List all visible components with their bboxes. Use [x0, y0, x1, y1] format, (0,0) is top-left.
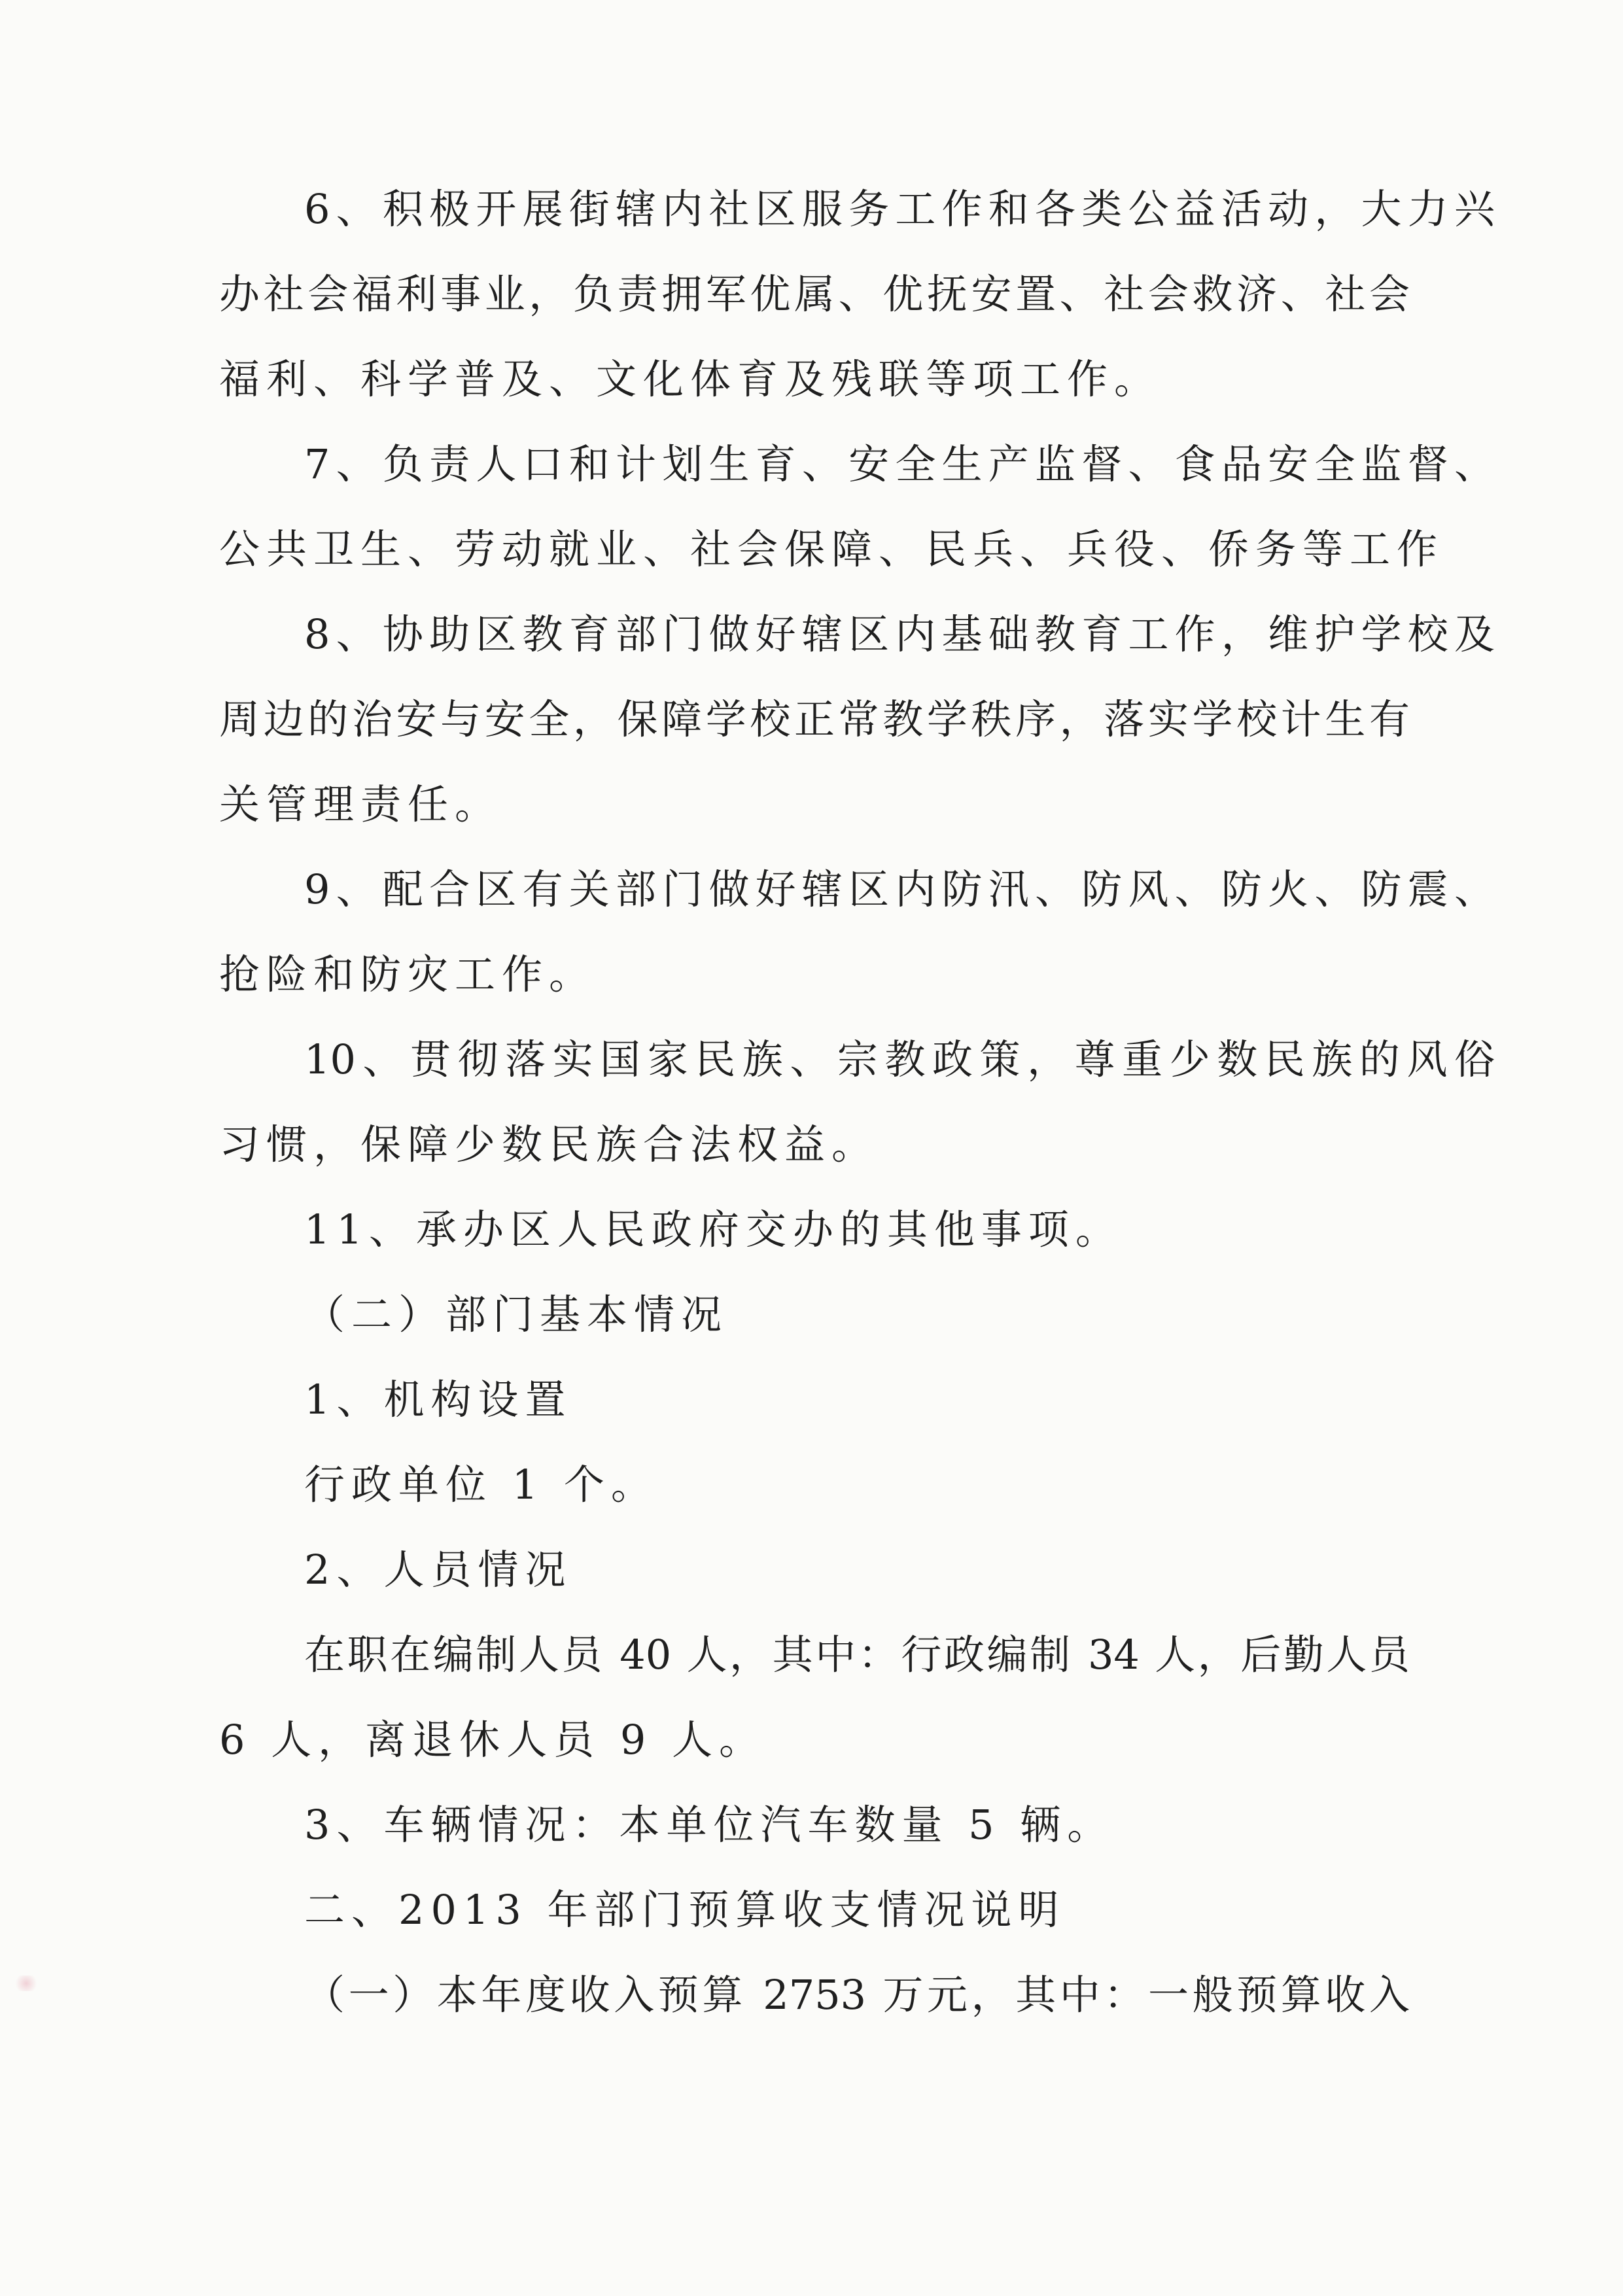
paragraph-line: 行政单位 1 个。: [304, 1461, 658, 1508]
paragraph-line: 6、积极开展街辖内社区服务工作和各类公益活动，大力兴: [304, 185, 1495, 233]
paragraph-line: 9、配合区有关部门做好辖区内防汛、防风、防火、防震、: [304, 865, 1495, 913]
section-heading: 二、2013 年部门预算收支情况说明: [304, 1886, 1066, 1934]
paragraph-line: 公共卫生、劳动就业、社会保障、民兵、兵役、侨务等工作: [219, 525, 1444, 573]
paragraph-line: 8、协助区教育部门做好辖区内基础教育工作，维护学校及: [304, 610, 1495, 658]
paragraph-line: 抢险和防灾工作。: [219, 950, 597, 998]
paragraph-line: 11、承办区人民政府交办的其他事项。: [304, 1206, 1123, 1253]
section-heading: （二）部门基本情况: [304, 1291, 729, 1338]
paragraph-line: 福利、科学普及、文化体育及残联等项工作。: [219, 355, 1162, 403]
paragraph-line: 办社会福利事业，负责拥军优属、优抚安置、社会救济、社会: [219, 270, 1410, 318]
paragraph-line: 在职在编制人员 40 人，其中：行政编制 34 人，后勤人员: [304, 1631, 1410, 1679]
paragraph-line: （一）本年度收入预算 2753 万元，其中：一般预算收入: [304, 1971, 1410, 2019]
paragraph-line: 7、负责人口和计划生育、安全生产监督、食品安全监督、: [304, 440, 1495, 488]
paragraph-line: 3、车辆情况：本单位汽车数量 5 辆。: [304, 1801, 1115, 1849]
paragraph-line: 6 人，离退休人员 9 人。: [219, 1716, 767, 1764]
paragraph-line: 10、贯彻落实国家民族、宗教政策，尊重少数民族的风俗: [304, 1035, 1495, 1083]
paragraph-line: 关管理责任。: [219, 780, 502, 828]
subsection-heading: 2、人员情况: [304, 1546, 572, 1593]
paragraph-line: 周边的治安与安全，保障学校正常教学秩序，落实学校计生有: [219, 695, 1410, 743]
paragraph-line: 习惯，保障少数民族合法权益。: [219, 1121, 879, 1168]
scan-smudge: [13, 1975, 39, 1991]
subsection-heading: 1、机构设置: [304, 1376, 572, 1423]
